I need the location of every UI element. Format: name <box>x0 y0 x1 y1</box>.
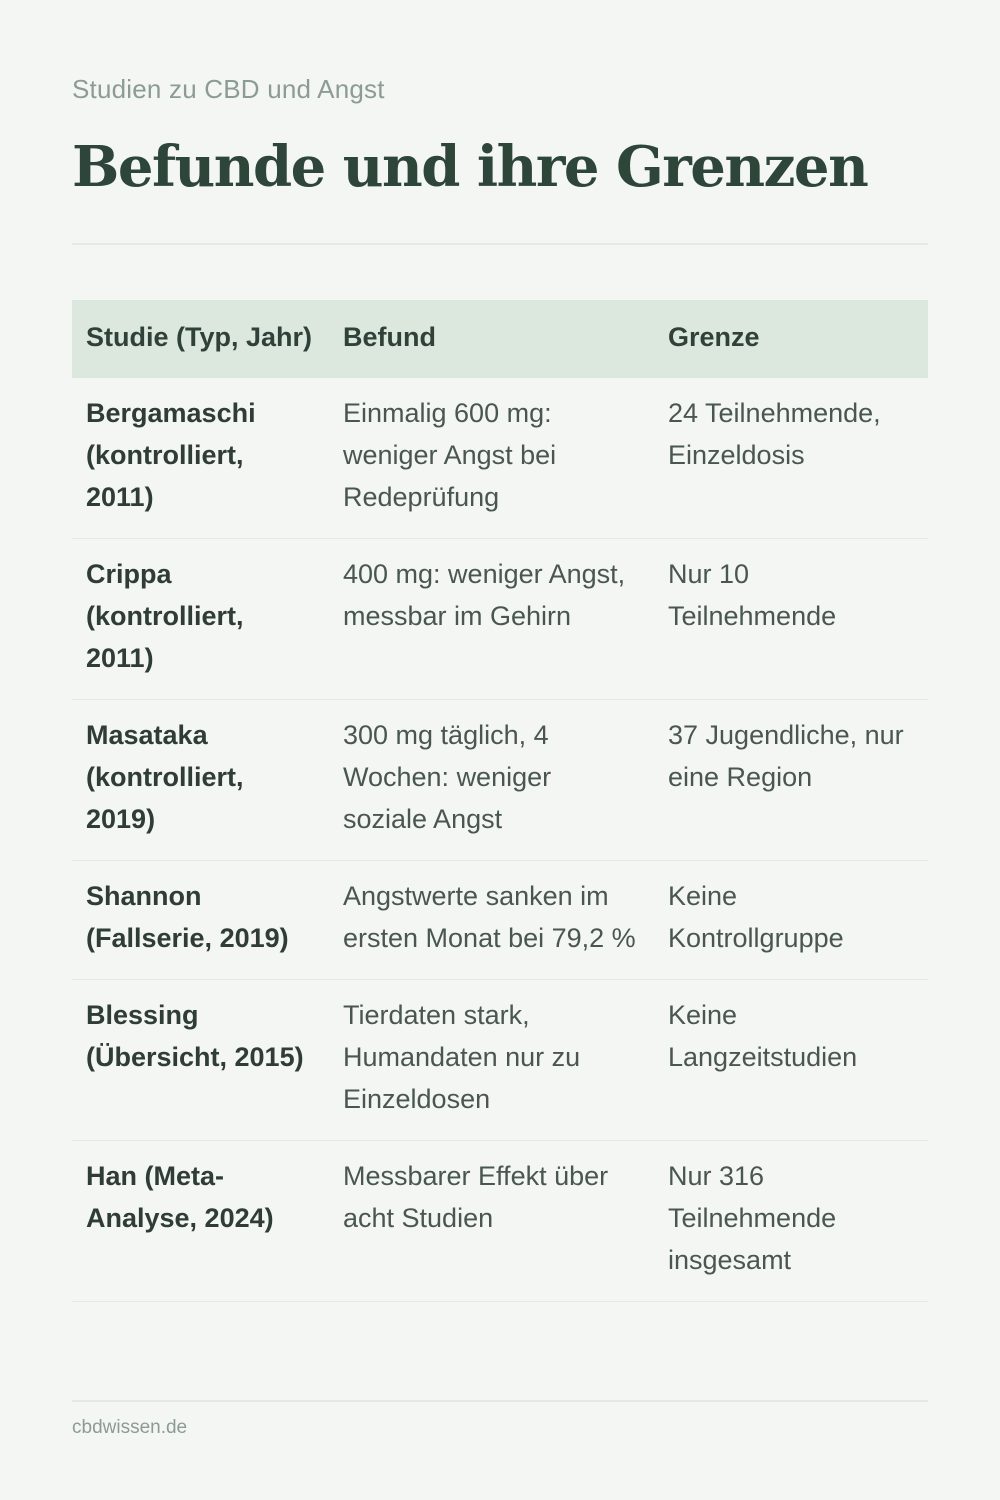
cell-study: Han (Meta-Analyse, 2024) <box>72 1141 329 1302</box>
cell-study: Crippa (kontrolliert, 2011) <box>72 539 329 700</box>
table-row <box>72 1141 928 1302</box>
cell-limit: Keine Kontrollgruppe <box>654 861 928 980</box>
kicker: Studien zu CBD und Angst <box>72 74 385 104</box>
divider-top <box>72 243 928 245</box>
column-header-finding: Befund <box>343 322 436 352</box>
cell-limit: Nur 316 Teilnehmende insgesamt <box>654 1141 928 1302</box>
table-row <box>72 378 928 539</box>
table-row <box>72 861 928 980</box>
studies-table <box>72 300 928 1302</box>
cell-finding: 400 mg: weniger Angst, messbar im Gehirn <box>329 539 654 700</box>
table-header-row <box>72 300 928 378</box>
column-header-study: Studie (Typ, Jahr) <box>86 322 313 352</box>
footer-source: cbdwissen.de <box>72 1417 188 1438</box>
cell-finding: 300 mg täglich, 4 Wochen: weniger soziale Angst <box>329 700 654 861</box>
cell-study: Blessing (Übersicht, 2015) <box>72 980 329 1141</box>
cell-limit: 37 Jugendliche, nur eine Region <box>654 700 928 861</box>
table-row <box>72 539 928 700</box>
cell-finding: Messbarer Effekt über acht Studien <box>329 1141 654 1302</box>
cell-limit: 24 Teilnehmende, Einzeldosis <box>654 378 928 539</box>
column-header-limit: Grenze <box>668 322 760 352</box>
cell-limit: Keine Langzeitstudien <box>654 980 928 1141</box>
table-row <box>72 700 928 861</box>
cell-finding: Einmalig 600 mg: weniger Angst bei Redeprüfung <box>329 378 654 539</box>
cell-limit: Nur 10 Teilnehmende <box>654 539 928 700</box>
cell-study: Bergamaschi (kontrolliert, 2011) <box>72 378 329 539</box>
cell-finding: Angstwerte sanken im ersten Monat bei 79,2 % <box>329 861 654 980</box>
page-title: Befunde und ihre Grenzen <box>72 134 868 200</box>
divider-bottom <box>72 1400 928 1402</box>
cell-study: Masataka (kontrolliert, 2019) <box>72 700 329 861</box>
cell-finding: Tierdaten stark, Humandaten nur zu Einzeldosen <box>329 980 654 1141</box>
cell-study: Shannon (Fallserie, 2019) <box>72 861 329 980</box>
table-row <box>72 980 928 1141</box>
